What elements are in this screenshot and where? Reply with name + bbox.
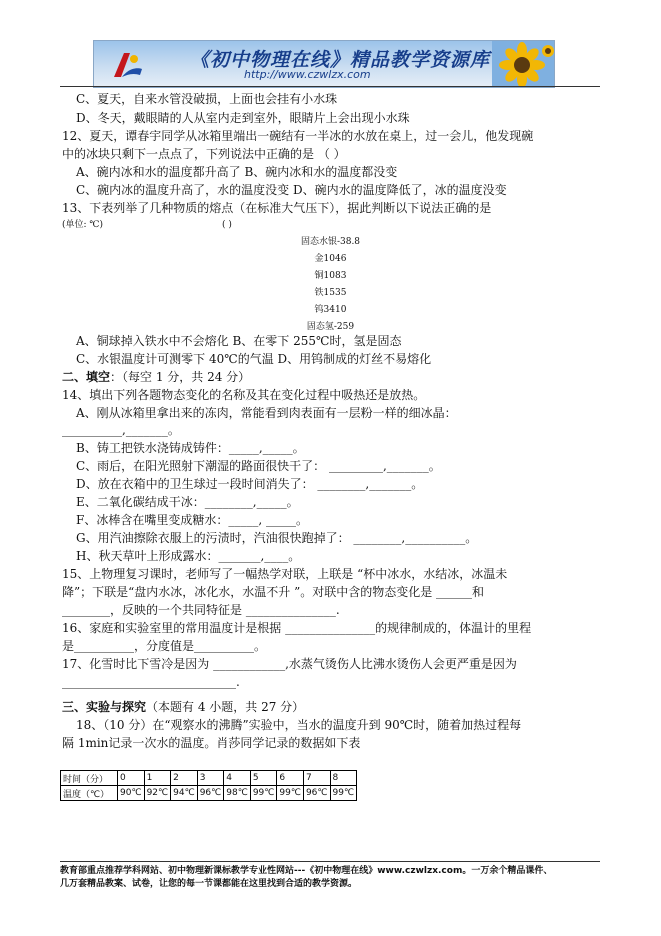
footer-line2: 几万套精品教案、试卷，让您的每一节课都能在这里找到合适的教学资源。	[60, 879, 358, 889]
q13-stem: 13、下表列举了几种物质的熔点（在标准大气压下），据此判断以下说法正确的是	[62, 201, 492, 215]
melting-point-item: 钨3410	[314, 305, 347, 315]
table-cell: 3	[197, 771, 224, 786]
section2-title: 二、填空	[62, 370, 111, 384]
table-row	[61, 786, 357, 801]
q13-options-ab: A、铜球掉入铁水中不会熔化 B、在零下 255℃时，氢是固态	[76, 334, 402, 348]
section3-score-note: （本题有 4 小题，共 27 分）	[146, 700, 305, 714]
q17-line2: _____________________________.	[62, 675, 240, 689]
q16-line1: 16、家庭和实验室里的常用温度计是根据 _______________的规律制成的，体温计的里程	[62, 621, 532, 635]
q18-line1: 18、（10 分）在“观察水的沸腾”实验中，当水的温度升到 90℃时，随着加热过程每	[76, 718, 522, 732]
q14-item-a: A、刚从冰箱里拿出来的冻肉，常能看到肉表面有一层粉一样的细冰晶：	[76, 406, 457, 420]
table-cell: 94℃	[171, 786, 198, 801]
table-row	[61, 771, 357, 786]
header-divider	[60, 86, 600, 87]
melting-point-item: 铜1083	[314, 271, 347, 281]
q13-answer-paren: ( )	[222, 220, 232, 230]
table-cell: 5	[250, 771, 277, 786]
table-cell: 99℃	[330, 786, 357, 801]
q16-line2: 是__________，分度值是__________。	[62, 639, 267, 653]
q12-options-ab: A、碗内冰和水的温度都升高了 B、碗内冰和水的温度都没变	[76, 165, 398, 179]
q15-line2: 降”；下联是“盘内水冰，冰化水，水温不升 ”。对联中含的物态变化是 ______和	[62, 585, 485, 599]
q14-item-f: F、冰棒含在嘴里变成糖水：_____, _____。	[76, 513, 308, 527]
table-cell: 99℃	[277, 786, 304, 801]
q15-line1: 15、上物理复习课时，老师写了一幅热学对联，上联是 “杯中冰水，水结冰，冰温未	[62, 567, 508, 581]
site-banner	[93, 40, 555, 88]
table-row-label: 温度（℃）	[61, 786, 118, 801]
q17-line1: 17、化雪时比下雪冷是因为 ____________,水蒸气烫伤人比沸水烫伤人会更严重是因为	[62, 657, 517, 671]
table-cell: 6	[277, 771, 304, 786]
q12-stem-line2: 中的冰块只剩下一点点了，下列说法中正确的是 （ ）	[62, 147, 346, 161]
table-cell: 90℃	[118, 786, 145, 801]
table-cell: 99℃	[250, 786, 277, 801]
melting-point-item: 铁1535	[314, 288, 347, 298]
q15-line3: ________，反映的一个共同特征是 _______________.	[62, 603, 340, 617]
table-cell: 2	[171, 771, 198, 786]
q18-line2: 隔 1min记录一次水的温度。肖莎同学记录的数据如下表	[62, 736, 361, 750]
q14-item-e: E、二氧化碳结成干冰：________,_____。	[76, 495, 299, 509]
table-cell: 7	[303, 771, 330, 786]
q13-unit: (单位: ℃)	[62, 220, 103, 230]
q14-item-b: B、铸工把铁水浇铸成铸件：_____,_____。	[76, 441, 305, 455]
table-cell: 96℃	[303, 786, 330, 801]
sunflower-icon	[492, 41, 554, 87]
table-cell: 8	[330, 771, 357, 786]
q12-options-cd: C、碗内冰的温度升高了，水的温度没变 D、碗内水的温度降低了，冰的温度没变	[76, 183, 507, 197]
melting-point-item: 固态氢-259	[306, 322, 355, 332]
footer-divider	[60, 861, 600, 862]
section2-score-note: ：（每空 1 分，共 24 分）	[110, 370, 251, 384]
table-cell: 1	[144, 771, 171, 786]
table-row-label: 时间（分）	[61, 771, 118, 786]
q14-item-h: H、秋天草叶上形成露水：_______,____。	[76, 549, 301, 563]
table-cell: 0	[118, 771, 145, 786]
footer-line1: 教育部重点推荐学科网站、初中物理新课标教学专业性网站---《初中物理在线》www.czwlzx.com。一万余个精品课件、	[60, 866, 553, 876]
site-logo-icon	[110, 49, 144, 81]
q14-item-a-blanks: __________,_______。	[62, 423, 180, 437]
banner-title: 《初中物理在线》精品教学资源库	[190, 49, 491, 71]
q14-stem: 14、填出下列各题物态变化的名称及其在变化过程中吸热还是放热。	[62, 388, 426, 402]
section3-heading	[62, 700, 304, 714]
q14-item-g: G、用汽油擦除衣服上的污渍时，汽油很快跑掉了： ________,__________。	[76, 531, 478, 545]
q11-option-c: C、夏天，自来水管没破损，上面也会挂有小水珠	[76, 92, 338, 106]
banner-url: http://www.czwlzx.com	[244, 68, 371, 81]
q11-option-d: D、冬天，戴眼睛的人从室内走到室外，眼睛片上会出现小水珠	[76, 111, 410, 125]
q13-options-cd: C、水银温度计可测零下 40℃的气温 D、用钨制成的灯丝不易熔化	[76, 352, 432, 366]
melting-point-item: 金1046	[314, 254, 347, 264]
section3-title: 三、实验与探究	[62, 700, 147, 714]
table-cell: 92℃	[144, 786, 171, 801]
q14-item-d: D、放在衣箱中的卫生球过一段时间消失了： ________,_______。	[76, 477, 424, 491]
table-cell: 4	[224, 771, 251, 786]
melting-point-item: 固态水银-38.8	[300, 237, 361, 247]
q14-item-c: C、雨后，在阳光照射下潮湿的路面很快干了： _________,_______。	[76, 459, 441, 473]
temperature-record-table	[60, 770, 357, 801]
q12-stem-line1: 12、夏天，谭春宇同学从冰箱里端出一碗结有一半冰的水放在桌上，过一会儿，他发现碗	[62, 129, 534, 143]
section2-heading	[62, 370, 250, 384]
table-cell: 96℃	[197, 786, 224, 801]
table-cell: 98℃	[224, 786, 251, 801]
